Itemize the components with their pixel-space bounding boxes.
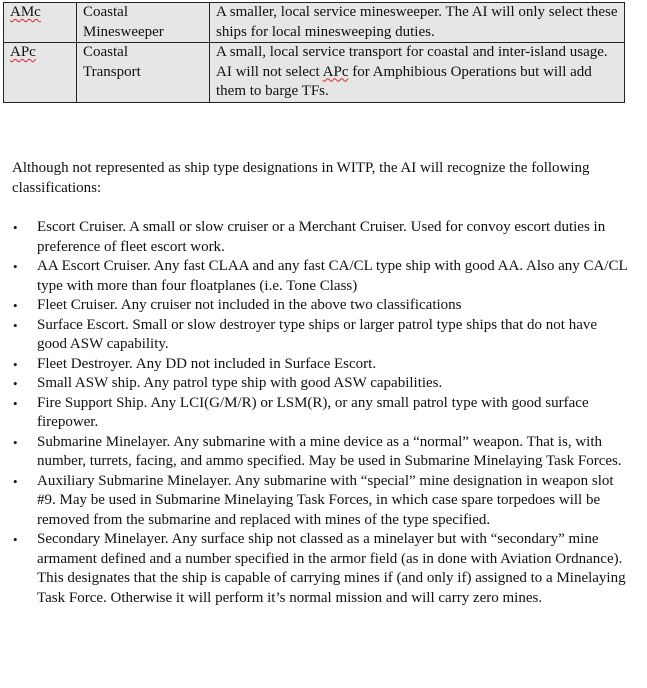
list-item-text: Auxiliary Submarine Minelayer. Any submarine with “special” mine designation in weapon slot #9. May be used in Submarine Minelaying Task Forces, in which case spare torpedoes will be removed from the submarine and replaced with mines of the type specified. — [37, 472, 614, 528]
list-item-text: Fleet Destroyer. Any DD not included in Surface Escort. — [37, 355, 377, 372]
list-item-text: Secondary Minelayer. Any surface ship not classed as a minelayer but with “secondary” mine armament defined and a number specified in the armor field (as in done with Aviation Ordnance). This designates that the ship is capable of carrying mines if (and only if) assigned to a Minelaying Task Force. Otherwise it will perform it’s normal mission and will carry zero mines. — [37, 531, 626, 606]
ship-code: AMc — [10, 4, 41, 20]
description-text: A small, local service transport for coastal and inter-island usage. AI will not select — [216, 44, 608, 80]
bullet-icon: • — [13, 532, 18, 547]
list-item — [0, 530, 630, 608]
ship-code: APc — [10, 44, 36, 60]
list-item — [0, 316, 630, 355]
intro-paragraph: Although not represented as ship type designations in WITP, the AI will recognize the following classifications: — [12, 160, 590, 196]
description-text: for Amphibious Operations but will add them to barge TFs. — [216, 63, 592, 99]
bullet-icon: • — [13, 395, 18, 411]
ship-name-cell — [77, 43, 210, 103]
ship-code-cell — [4, 3, 77, 43]
bullet-icon: • — [13, 434, 18, 450]
list-item-text: Small ASW ship. Any patrol type ship with good ASW capabilities. — [37, 375, 443, 391]
table-row — [4, 3, 625, 43]
list-item — [0, 355, 630, 375]
description-code: APc — [322, 63, 349, 80]
bullet-icon: • — [13, 317, 18, 333]
ship-code-cell — [4, 43, 77, 103]
bullet-icon: • — [13, 473, 18, 489]
list-item — [0, 374, 630, 394]
list-item-text: Surface Escort. Small or slow destroyer type ships or larger patrol type ships that do not have good ASW capability. — [37, 316, 598, 352]
list-item — [0, 433, 630, 472]
ship-name-cell — [77, 3, 210, 43]
table-row — [4, 43, 625, 103]
ship-description: A smaller, local service minesweeper. The AI will only select these ships for local minesweeping duties. — [210, 3, 625, 43]
list-item-text: Submarine Minelayer. Any submarine with a mine device as a “normal” weapon. That is, with number, turrets, facing, and ammo specified. May be used in Submarine Minelaying Task Forces. — [37, 433, 622, 469]
bullet-icon: • — [13, 220, 18, 235]
list-item — [0, 472, 630, 531]
list-item-text: Escort Cruiser. A small or slow cruiser or a Merchant Cruiser. Used for convoy escort duties in preference of fleet escort work. — [37, 219, 606, 255]
ship-type-table — [3, 2, 625, 103]
ship-description — [210, 43, 625, 103]
list-item-text: Fire Support Ship. Any LCI(G/M/R) or LSM(R), or any small patrol type with good surface firepower. — [37, 394, 589, 430]
bullet-icon: • — [13, 298, 18, 313]
bullet-icon: • — [13, 376, 18, 391]
list-item-text: AA Escort Cruiser. Any fast CLAA and any fast CA/CL type ship with good AA. Also any CA/CL type with more than four floatplanes (i.e. Tone Class) — [37, 258, 628, 294]
ship-name-line2: Transport — [83, 63, 141, 80]
list-item — [0, 218, 630, 257]
list-item-text: Fleet Cruiser. Any cruiser not included in the above two classifications — [37, 297, 462, 313]
list-item — [0, 394, 630, 433]
bullet-icon: • — [13, 356, 18, 372]
ship-name-line1: Coastal — [83, 44, 128, 60]
ship-name-line1: Coastal — [83, 4, 128, 20]
list-item — [0, 296, 630, 316]
classification-list — [0, 218, 630, 608]
list-item — [0, 257, 630, 296]
bullet-icon: • — [13, 259, 18, 274]
ship-name-line2: Minesweeper — [83, 23, 164, 40]
